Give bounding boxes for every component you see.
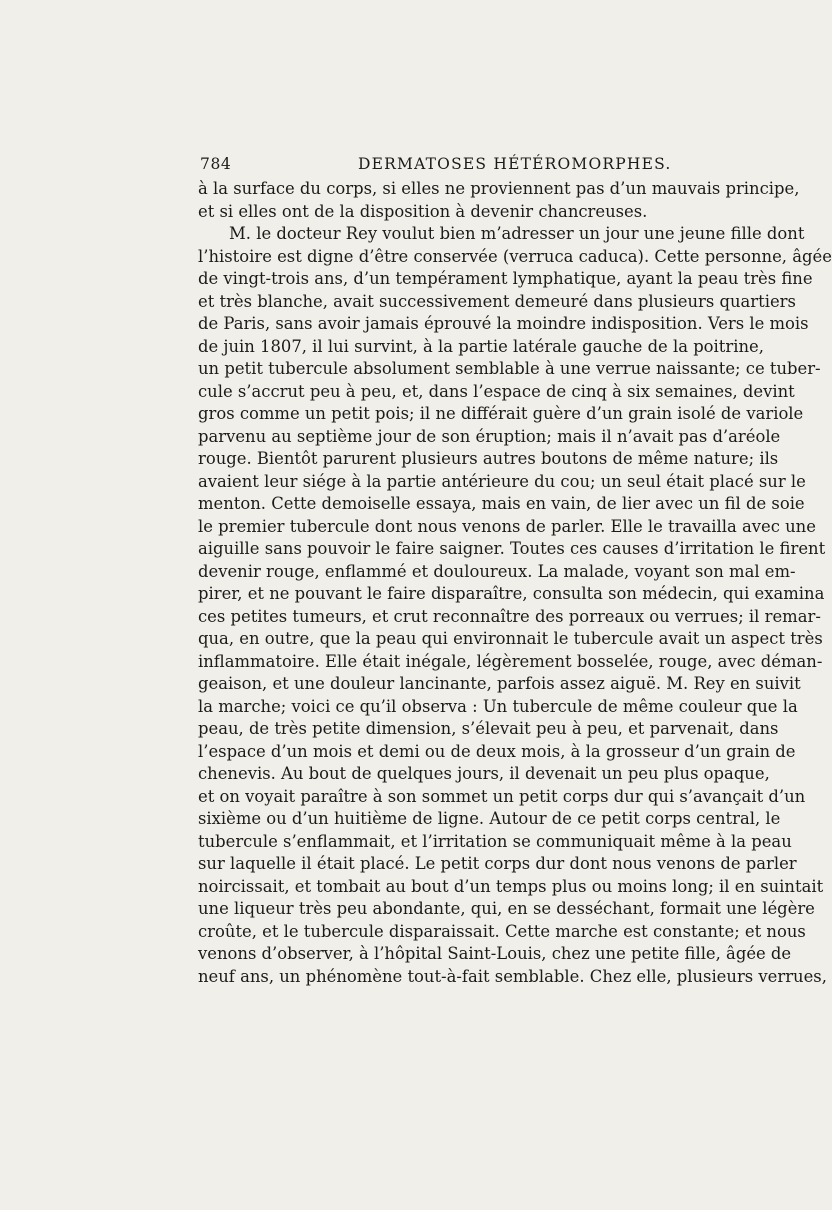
text-line: de Paris, sans avoir jamais éprouvé la moindre indisposition. Vers le mois: [198, 314, 809, 333]
text-line: une liqueur très peu abondante, qui, en se desséchant, formait une légère: [198, 899, 815, 918]
running-title: DERMATOSES HÉTÉROMORPHES.: [358, 155, 672, 173]
text-line: cule s’accrut peu à peu, et, dans l’espace de cinq à six semaines, devint: [198, 381, 795, 401]
text-line: ces petites tumeurs, et crut reconnaître des porreaux ou verrues; il remar-: [198, 606, 821, 626]
page-number: 784: [200, 155, 232, 173]
text-line: inflammatoire. Elle était inégale, légèrement bosselée, rouge, avec déman-: [198, 651, 823, 671]
text-line: chenevis. Au bout de quelques jours, il devenait un peu plus opaque,: [198, 764, 770, 783]
text-line: M. le docteur Rey voulut bien m’adresser un jour une jeune fille dont: [229, 224, 805, 243]
text-line: rouge. Bientôt parurent plusieurs autres boutons de même nature; ils: [198, 449, 779, 468]
text-line: geaison, et une douleur lancinante, parfois assez aiguë. M. Rey en suivit: [198, 674, 801, 693]
page-header: [198, 155, 741, 177]
text-line: parvenu au septième jour de son éruption; mais il n’avait pas d’aréole: [198, 426, 781, 446]
text-line: à la surface du corps, si elles ne proviennent pas d’un mauvais principe,: [198, 179, 800, 198]
text-line: de vingt-trois ans, d’un tempérament lymphatique, ayant la peau très fine: [198, 269, 813, 288]
text-line: l’espace d’un mois et demi ou de deux mois, à la grosseur d’un grain de: [198, 741, 796, 761]
text-line: gros comme un petit pois; il ne différait guère d’un grain isolé de variole: [198, 404, 804, 423]
text-line: qua, en outre, que la peau qui environnait le tubercule avait un aspect très: [198, 629, 823, 648]
text-line: aiguille sans pouvoir le faire saigner. Toutes ces causes d’irritation le firent: [198, 539, 826, 558]
text-line: neuf ans, un phénomène tout-à-fait semblable. Chez elle, plusieurs verrues,: [198, 966, 827, 986]
text-line: devenir rouge, enflammé et douloureux. La malade, voyant son mal em-: [198, 561, 796, 581]
text-line: le premier tubercule dont nous venons de parler. Elle le travailla avec une: [198, 516, 816, 536]
text-line: pirer, et ne pouvant le faire disparaître, consulta son médecin, qui examina: [198, 584, 825, 603]
text-line: venons d’observer, à l’hôpital Saint-Louis, chez une petite fille, âgée de: [198, 944, 792, 963]
text-line: avaient leur siége à la partie antérieure du cou; un seul était placé sur le: [198, 471, 806, 491]
text-line: de juin 1807, il lui survint, à la partie latérale gauche de la poitrine,: [198, 336, 764, 356]
text-line: sur laquelle il était placé. Le petit corps dur dont nous venons de parler: [198, 854, 797, 873]
text-line: noircissait, et tombait au bout d’un temps plus ou moins long; il en suintait: [198, 876, 824, 896]
text-line: l’histoire est digne d’être conservée (verruca caduca). Cette personne, âgée: [198, 246, 832, 266]
text-line: et on voyait paraître à son sommet un petit corps dur qui s’avançait d’un: [198, 786, 806, 806]
text-line: croûte, et le tubercule disparaissait. Cette marche est constante; et nous: [198, 921, 806, 941]
text-line: tubercule s’enflammait, et l’irritation se communiquait même à la peau: [198, 831, 792, 851]
text-line: un petit tubercule absolument semblable à une verrue naissante; ce tuber-: [198, 359, 821, 378]
text-line: menton. Cette demoiselle essaya, mais en vain, de lier avec un fil de soie: [198, 494, 805, 513]
text-line: et si elles ont de la disposition à devenir chancreuses.: [198, 201, 648, 221]
text-line: et très blanche, avait successivement demeuré dans plusieurs quartiers: [198, 291, 796, 311]
text-line: la marche; voici ce qu’il observa : Un tubercule de même couleur que la: [198, 696, 798, 716]
body-text: [198, 178, 832, 988]
text-line: peau, de très petite dimension, s’élevait peu à peu, et parvenait, dans: [198, 719, 779, 738]
text-line: sixième ou d’un huitième de ligne. Autour de ce petit corps central, le: [198, 809, 781, 828]
